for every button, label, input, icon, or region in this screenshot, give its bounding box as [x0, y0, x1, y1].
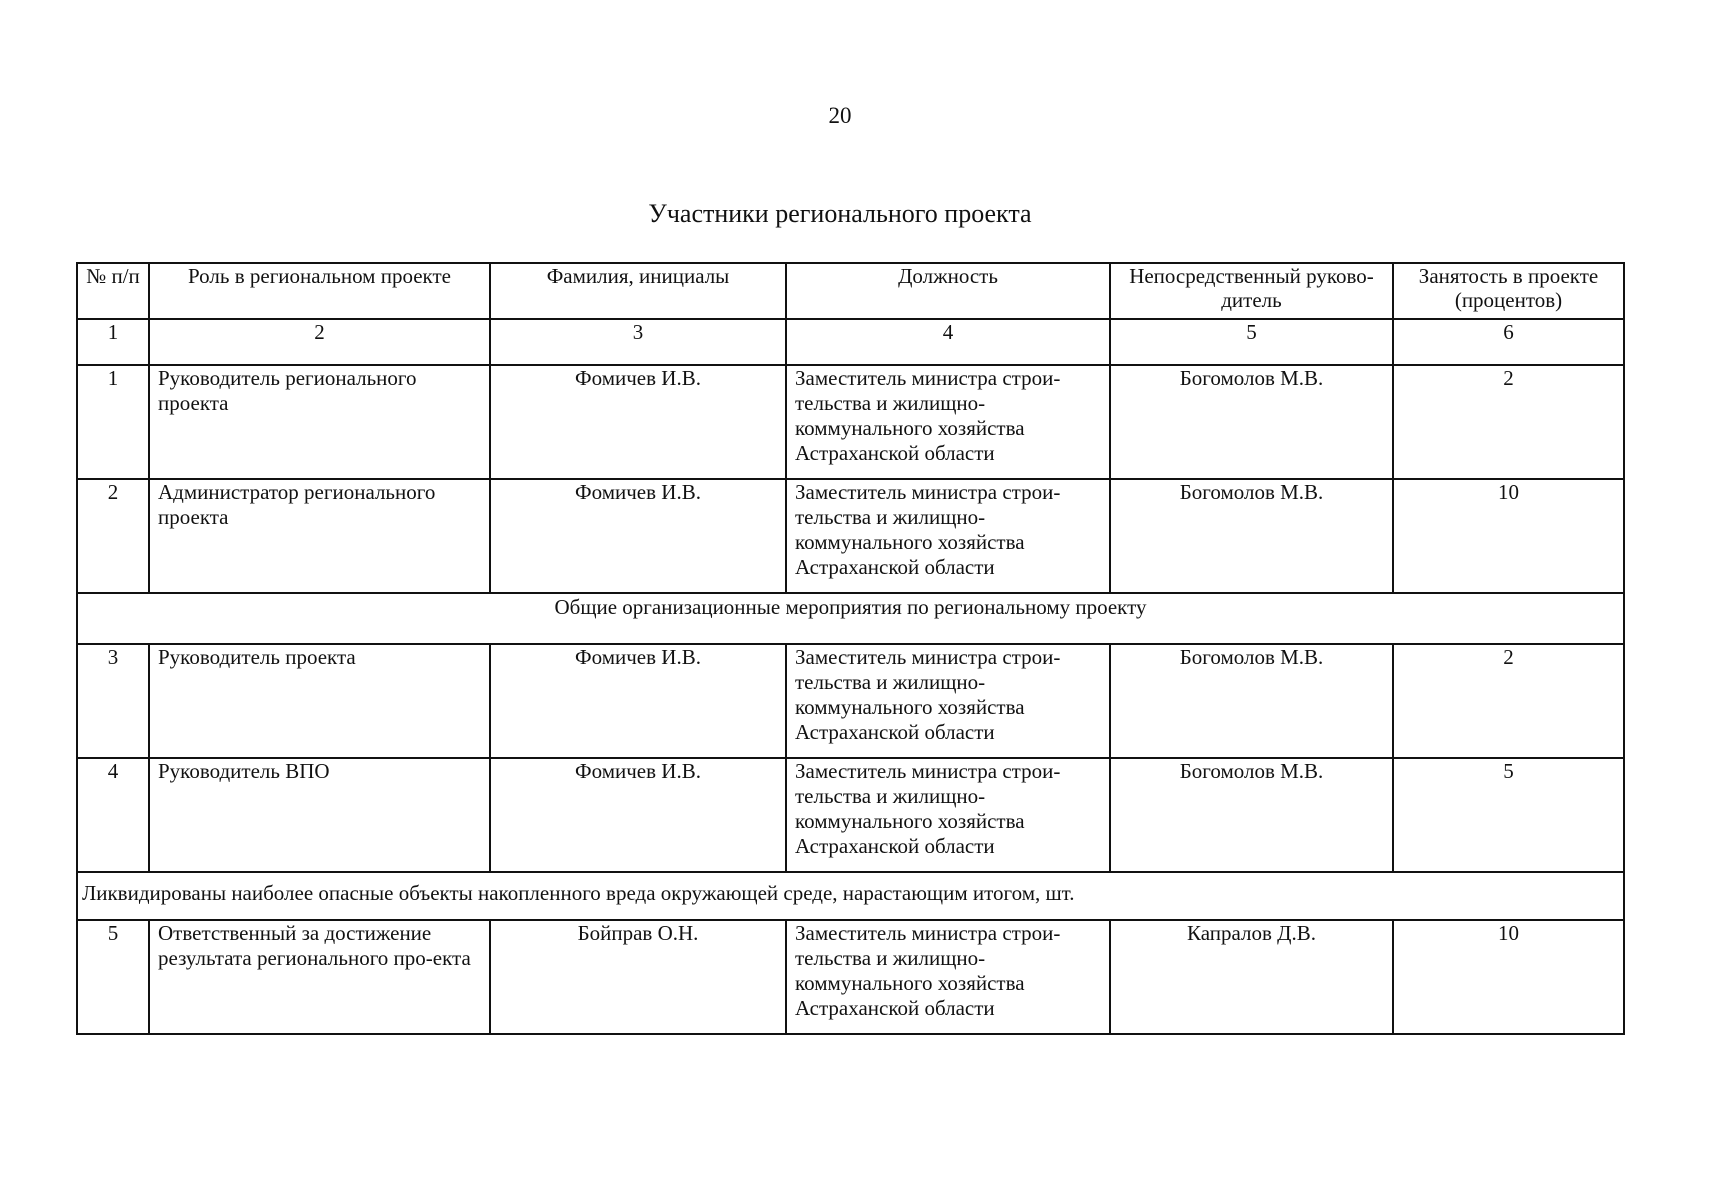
table-row — [77, 479, 1624, 593]
row-position: Заместитель министра строи-тельства и жилищно-коммунального хозяйства Астраханской области — [786, 479, 1110, 593]
row-percent: 10 — [1393, 479, 1624, 593]
row-name: Фомичев И.В. — [490, 758, 786, 872]
row-role: Руководитель проекта — [149, 644, 490, 758]
header-name: Фамилия, инициалы — [490, 263, 786, 319]
column-number: 6 — [1393, 319, 1624, 365]
row-role: Руководитель ВПО — [149, 758, 490, 872]
row-percent: 10 — [1393, 920, 1624, 1034]
header-position: Должность — [786, 263, 1110, 319]
row-name: Фомичев И.В. — [490, 479, 786, 593]
column-number: 2 — [149, 319, 490, 365]
section-header-row — [77, 872, 1624, 920]
row-manager: Капралов Д.В. — [1110, 920, 1393, 1034]
row-percent: 2 — [1393, 365, 1624, 479]
row-percent: 2 — [1393, 644, 1624, 758]
row-role: Руководитель регионального проекта — [149, 365, 490, 479]
table-row — [77, 365, 1624, 479]
participants-table — [76, 262, 1625, 1035]
section-title-result: Ликвидированы наиболее опасные объекты накопленного вреда окружающей среде, нарастающим итогом, шт. — [77, 872, 1624, 920]
header-role: Роль в региональном проекте — [149, 263, 490, 319]
column-number: 1 — [77, 319, 149, 365]
row-role: Администратор регионального проекта — [149, 479, 490, 593]
row-name: Фомичев И.В. — [490, 644, 786, 758]
document-title: Участники регионального проекта — [648, 199, 1032, 228]
row-number: 4 — [77, 758, 149, 872]
row-position: Заместитель министра строи-тельства и жилищно-коммунального хозяйства Астраханской области — [786, 644, 1110, 758]
section-title-general: Общие организационные мероприятия по региональному проекту — [77, 593, 1624, 644]
row-number: 2 — [77, 479, 149, 593]
table-row — [77, 758, 1624, 872]
row-number: 5 — [77, 920, 149, 1034]
page-number: 20 — [828, 103, 852, 128]
row-manager: Богомолов М.В. — [1110, 758, 1393, 872]
row-manager: Богомолов М.В. — [1110, 644, 1393, 758]
header-manager: Непосредственный руково-дитель — [1110, 263, 1393, 319]
row-percent: 5 — [1393, 758, 1624, 872]
row-name: Фомичев И.В. — [490, 365, 786, 479]
row-name: Бойправ О.Н. — [490, 920, 786, 1034]
row-manager: Богомолов М.В. — [1110, 479, 1393, 593]
header-number: № п/п — [77, 263, 149, 319]
row-position: Заместитель министра строи-тельства и жилищно-коммунального хозяйства Астраханской области — [786, 758, 1110, 872]
column-number-row — [77, 319, 1624, 365]
row-manager: Богомолов М.В. — [1110, 365, 1393, 479]
row-position: Заместитель министра строи-тельства и жилищно-коммунального хозяйства Астраханской области — [786, 365, 1110, 479]
row-role: Ответственный за достижение результата регионального про-екта — [149, 920, 490, 1034]
header-employment: Занятость в проекте (процентов) — [1393, 263, 1624, 319]
row-position: Заместитель министра строи-тельства и жилищно-коммунального хозяйства Астраханской области — [786, 920, 1110, 1034]
row-number: 1 — [77, 365, 149, 479]
section-header-row — [77, 593, 1624, 644]
column-number: 4 — [786, 319, 1110, 365]
table-header-row — [77, 263, 1624, 319]
column-number: 3 — [490, 319, 786, 365]
column-number: 5 — [1110, 319, 1393, 365]
table-row — [77, 920, 1624, 1034]
row-number: 3 — [77, 644, 149, 758]
table-row — [77, 644, 1624, 758]
